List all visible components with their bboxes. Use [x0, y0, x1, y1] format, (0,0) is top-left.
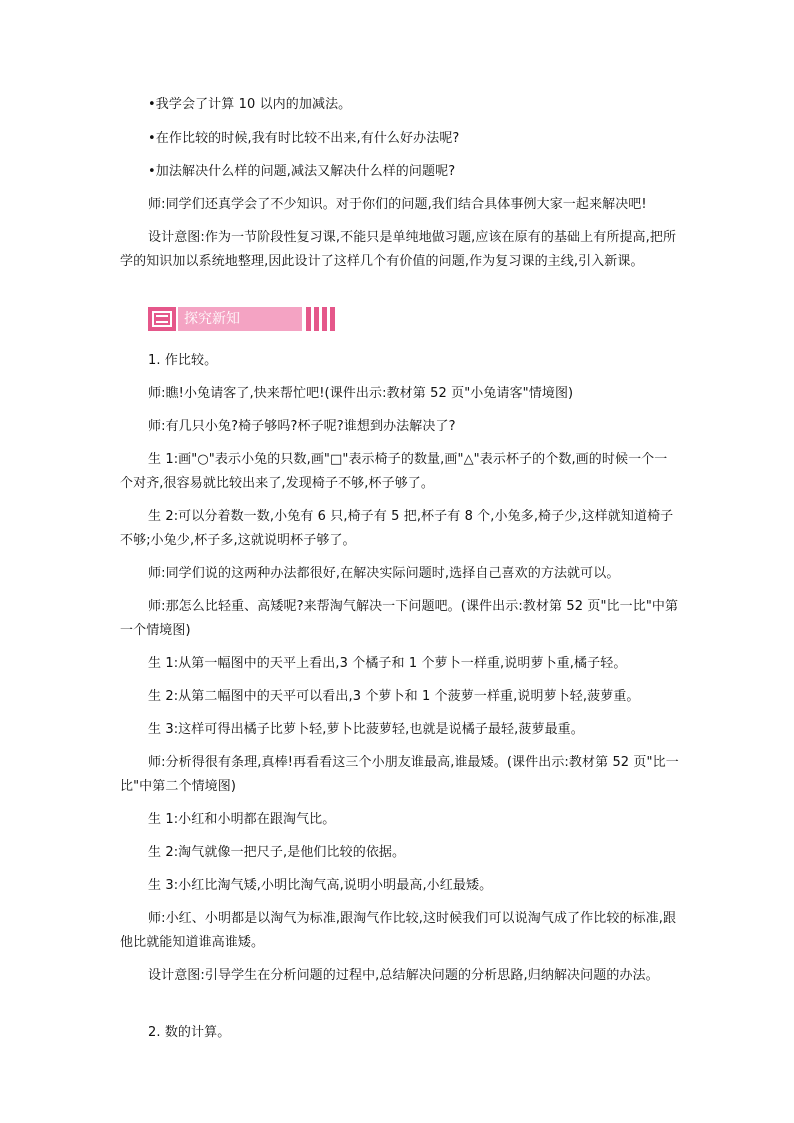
bullet-1: •我学会了计算 10 以内的加减法。: [148, 97, 352, 112]
bullet-2: •在作比较的时候,我有时比较不出来,有什么好办法呢?: [148, 131, 460, 146]
paragraph: 师:瞧!小兔请客了,快来帮忙吧!(课件出示:教材第 52 页"小兔请客"情境图): [148, 386, 574, 401]
paragraph: 生 1:从第一幅图中的天平上看出,3 个橘子和 1 个萝卜一样重,说明萝卜重,橘子轻。: [148, 656, 627, 671]
item-heading-2: 2. 数的计算。: [148, 1025, 231, 1040]
paragraph: 生 3:小红比淘气矮,小明比淘气高,说明小明最高,小红最矮。: [148, 878, 493, 893]
design-intent-2: 设计意图:引导学生在分析问题的过程中,总结解决问题的分析思路,归纳解决问题的办法。: [148, 968, 659, 983]
banner-stripe: [314, 307, 319, 331]
bullet-3: •加法解决什么样的问题,减法又解决什么样的问题呢?: [148, 164, 456, 179]
paragraph: 生 1:画"○"表示小兔的只数,画"□"表示椅子的数量,画"△"表示杯子的个数,画的时候一个一个对齐,很容易就比较出来了,发现椅子不够,杯子够了。: [120, 452, 668, 491]
item-heading-1: 1. 作比较。: [148, 353, 218, 368]
paragraph: 师:那怎么比轻重、高矮呢?来帮淘气解决一下问题吧。(课件出示:教材第 52 页"比一比"中第一个情境图): [120, 599, 679, 638]
paragraph: 生 2:可以分着数一数,小兔有 6 只,椅子有 5 把,杯子有 8 个,小兔多,椅子少,这样就知道椅子不够;小兔少,杯子多,这就说明杯子够了。: [120, 509, 674, 548]
paragraph: 师:同学们说的这两种办法都很好,在解决实际问题时,选择自己喜欢的方法就可以。: [148, 566, 620, 581]
section-number-icon: [148, 307, 176, 331]
teacher-intro: 师:同学们还真学会了不少知识。对于你们的问题,我们结合具体事例大家一起来解决吧!: [148, 197, 647, 212]
design-intent-1: 设计意图:作为一节阶段性复习课,不能只是单纯地做习题,应该在原有的基础上有所提高,把所学的知识加以系统地整理,因此设计了这样几个有价值的问题,作为复习课的主线,引入新课。: [120, 230, 677, 269]
banner-stripe: [306, 307, 311, 331]
paragraph: 师:分析得很有条理,真棒!再看看这三个小朋友谁最高,谁最矮。(课件出示:教材第 52 页"比一比"中第二个情境图): [120, 755, 679, 794]
paragraph: 生 3:这样可得出橘子比萝卜轻,萝卜比菠萝轻,也就是说橘子最轻,菠萝最重。: [148, 722, 584, 737]
banner-stripe: [330, 307, 335, 331]
section-banner: [148, 307, 334, 331]
section-title: 探究新知: [178, 307, 302, 331]
paragraph: 生 2:从第二幅图中的天平可以看出,3 个萝卜和 1 个菠萝一样重,说明萝卜轻,菠萝重。: [148, 689, 640, 704]
paragraph: 师:有几只小兔?椅子够吗?杯子呢?谁想到办法解决了?: [148, 419, 456, 434]
paragraph: 生 1:小红和小明都在跟淘气比。: [148, 812, 336, 827]
banner-stripe: [322, 307, 327, 331]
paragraph: 生 2:淘气就像一把尺子,是他们比较的依据。: [148, 845, 406, 860]
paragraph: 师:小红、小明都是以淘气为标准,跟淘气作比较,这时候我们可以说淘气成了作比较的标准,跟他比就能知道谁高谁矮。: [120, 911, 677, 950]
